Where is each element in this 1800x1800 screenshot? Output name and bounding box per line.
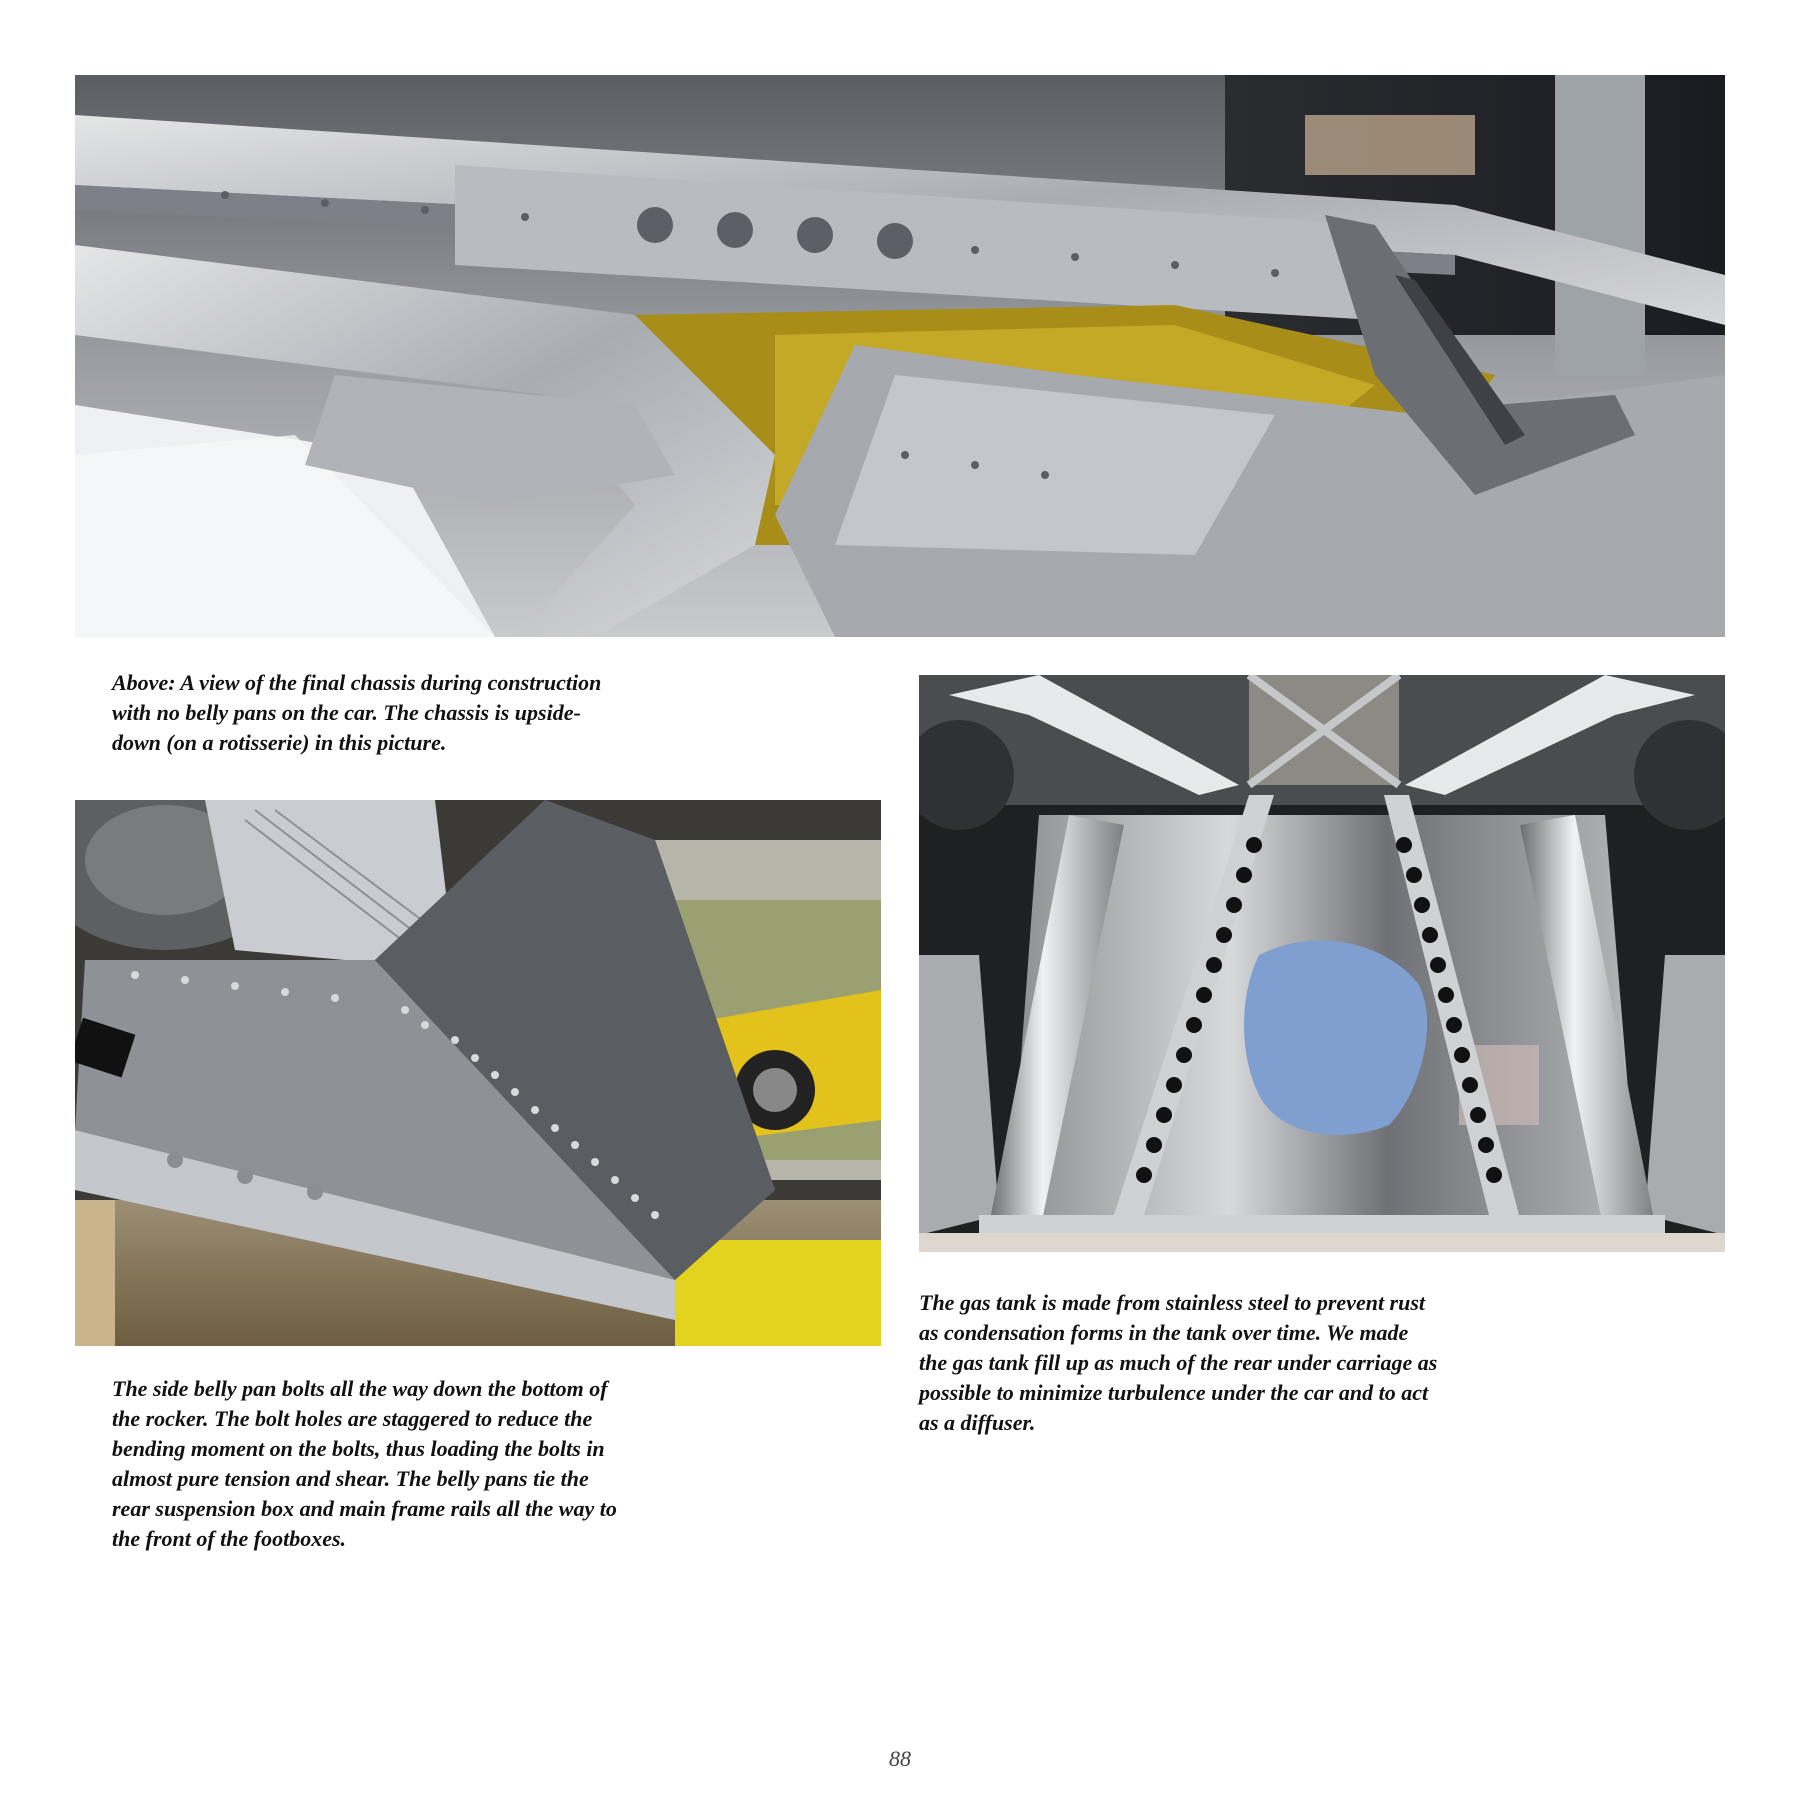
caption-line: as condensation forms in the tank over time. We made [919, 1320, 1409, 1345]
chassis-photo [75, 75, 1725, 637]
caption-line: the gas tank fill up as much of the rear under carriage as [919, 1350, 1438, 1375]
caption-line: the front of the footboxes. [112, 1526, 347, 1551]
chassis-illustration [75, 75, 1725, 637]
caption-line: down (on a rotisserie) in this picture. [112, 730, 447, 755]
caption-line: bending moment on the bolts, thus loading the bolts in [112, 1436, 605, 1461]
belly-pan-caption [112, 1374, 712, 1554]
caption-line: The gas tank is made from stainless steel to prevent rust [919, 1290, 1426, 1315]
gas-tank-illustration [919, 675, 1725, 1252]
caption-line: almost pure tension and shear. The belly pans tie the [112, 1466, 589, 1491]
caption-line: The side belly pan bolts all the way down the bottom of [112, 1376, 608, 1401]
belly-pan-photo [75, 800, 881, 1346]
page-number: 88 [889, 1746, 911, 1771]
caption-line: the rocker. The bolt holes are staggered to reduce the [112, 1406, 593, 1431]
caption-line: with no belly pans on the car. The chassis is upside- [112, 700, 581, 725]
caption-line: as a diffuser. [919, 1410, 1036, 1435]
gas-tank-photo [919, 675, 1725, 1252]
chassis-caption [112, 668, 712, 758]
belly-pan-illustration [75, 800, 881, 1346]
gas-tank-caption [919, 1288, 1539, 1438]
caption-line: rear suspension box and main frame rails all the way to [112, 1496, 617, 1521]
caption-line: possible to minimize turbulence under the car and to act [919, 1380, 1429, 1405]
caption-line: Above: A view of the final chassis during construction [112, 670, 602, 695]
